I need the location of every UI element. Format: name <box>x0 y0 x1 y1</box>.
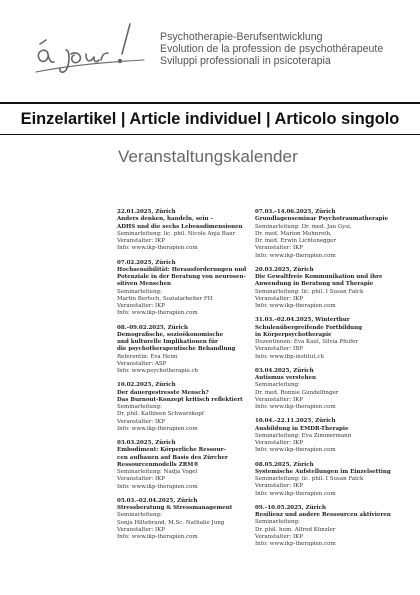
event-title-line: Autismus verstehen <box>255 375 317 381</box>
event-date: 08.05.2025, Zürich <box>255 461 314 468</box>
event-title-line: Potenziale in der Beratung von neurosen- <box>117 274 246 280</box>
event-date: 10.02.2025, Zürich <box>117 382 176 389</box>
event-info-line: Seminarleitung: <box>117 404 162 410</box>
event-info-line: Referentin: Eva Heim <box>117 353 178 360</box>
event-info-line: Info: www.ikp-therapien.com <box>255 541 336 547</box>
a-jour-logo <box>26 16 150 78</box>
event-info-line: Seminarleitung: Nadja Vogel <box>117 469 198 475</box>
event-info-line: Dr. med. Erwin Lichtenegger <box>255 238 337 244</box>
event-date: 05.03.–02.04.2025, Zürich <box>117 497 198 504</box>
event-title-line: Embodiment: Körperliche Ressour- <box>117 447 226 454</box>
event-info-line: Info: www.ikp-therapien.com <box>117 534 198 540</box>
event-date: 22.01.2025, Zürich <box>117 209 176 215</box>
event-info-line: Veranstalter: IKP <box>255 440 303 446</box>
event-info-line: Veranstalter: IKP <box>255 295 303 302</box>
event-info-line: Seminarleitung: Dr. med. Jan Gysi, <box>255 223 352 230</box>
event-title-line: Demografische, sozioökonomische <box>117 331 224 338</box>
event-info-line: Seminarleitung: <box>117 512 162 519</box>
event-title-line: Ausbildung in EMDR-Therapie <box>255 425 349 432</box>
event-date: 09.–10.05.2025, Zürich <box>255 504 326 511</box>
event-info-line: Veranstalter: IBP <box>255 346 303 353</box>
event-date: 10.04.–22.11.2025, Zürich <box>255 418 336 425</box>
event-info-line: Info: www.ikp-therapien.com <box>255 404 336 410</box>
event-info-line: Seminarleitung: lic. phil. I Susan Falck <box>255 288 364 295</box>
event-title-line: Der dauergestresste Mensch? <box>117 389 209 396</box>
event-entry <box>255 368 387 412</box>
event-info-line: Info: www.ikp-therapien.com <box>117 245 198 252</box>
event-title-line: Grundlagenseminar Psychotraumatherapie <box>255 216 389 223</box>
event-info-line: Info: www.ikp-therapien.com <box>255 303 336 309</box>
event-info-line: Seminarleitung: <box>255 519 300 526</box>
event-title-line: Die Gewaltfreie Kommunikation und ihre <box>255 274 383 280</box>
event-entry <box>255 317 387 361</box>
event-title-line: Ressourcenmodells ZRM® <box>117 461 199 468</box>
event-info-line: Info: www.ikp-therapien.com <box>255 252 336 259</box>
event-date: 08.–09.02.2025, Zürich <box>117 324 188 331</box>
event-date: 03.04.2025, Zürich <box>255 367 314 374</box>
event-entry <box>117 498 249 542</box>
event-entry <box>255 209 387 260</box>
event-title-line: Schulenübergreifende Fortbildung <box>255 324 363 331</box>
event-info-line: Veranstalter: IKP <box>117 476 165 483</box>
event-info-line: Veranstalter: IKP <box>117 238 165 244</box>
event-info-line: Veranstalter: IKP <box>117 418 165 425</box>
event-title-line: Anwendung in Beratung und Therapie <box>255 281 374 288</box>
event-info-line: Info: www.ikp-therapien.com <box>117 425 198 432</box>
event-info-line: Info: www.ikp-therapien.com <box>117 310 198 317</box>
event-info-line: Veranstalter: IKP <box>255 396 303 403</box>
event-info-line: Dozentinnen: Eva Kaul, Silvia Pfeifer <box>255 339 359 345</box>
event-title-line: Das Burnout-Konzept kritisch reflektiert <box>117 396 243 403</box>
event-info-line: Seminarleitung: Eva Zimmermann <box>255 432 352 439</box>
event-info-line: Seminarleitung: <box>117 288 162 295</box>
event-date: 20.03.2025, Zürich <box>255 266 314 273</box>
event-info-line: Seminarleitung: lic. phil. Nicole Anja Baur <box>117 230 236 237</box>
event-info-line: Info: www.ibp-institut.ch <box>255 353 324 360</box>
event-info-line: Info: www.ikp-therapien.com <box>117 483 198 490</box>
event-title-line: cen aufbauen auf Basis des Zürcher <box>117 454 228 461</box>
event-entry <box>117 209 249 253</box>
event-info-line: Info: www.ikp-therapien.com <box>255 447 336 454</box>
event-info-line: Veranstalter: IKP <box>117 526 165 533</box>
event-date: 31.03.–02.04.2025, Winterthur <box>255 317 350 324</box>
event-info-line: Veranstalter: IKP <box>255 483 303 490</box>
event-info-line: Veranstalter: ASP <box>117 360 167 367</box>
event-entry <box>117 440 249 491</box>
event-info-line: Dr. phil. hum. Alfred Künzler <box>255 526 336 533</box>
banner-bottom-rule <box>0 134 420 135</box>
event-title-line: und kulturelle Implikationen für <box>117 339 218 345</box>
event-date: 03.03.2025, Zürich <box>117 440 176 446</box>
event-info-line: Dr. phil. Kathleen Schwarzkopf <box>117 411 204 418</box>
event-title-line: Systemische Aufstellungen im Einzelsetting <box>255 468 391 475</box>
event-title-line: Hochsensibilität: Herausforderungen und <box>117 266 247 273</box>
events-column-right <box>255 209 391 555</box>
event-title-line: Stressberatung & Stressmanagement <box>117 505 233 511</box>
event-entry <box>255 461 391 498</box>
event-info-line: Sonja Hiltebrand, M.Sc. Nathalie Jung <box>117 519 225 526</box>
event-info-line: Dr. med. Marion Mohnroth, <box>255 230 332 237</box>
event-title-line: ADHS und die sechs Lebensdimensionen <box>117 223 243 230</box>
event-date: 07.02.2025, Zürich <box>117 259 176 266</box>
event-entry <box>255 418 387 454</box>
event-info-line: Veranstalter: IKP <box>117 303 165 309</box>
header-line-french: Evolution de la profession de psychothérapeute <box>160 43 384 55</box>
event-entry <box>117 382 249 433</box>
event-info-line: Veranstalter: IKP <box>255 533 303 540</box>
event-date: 07.03.–14.06.2025, Zürich <box>255 209 336 215</box>
event-entry <box>255 267 387 311</box>
event-info-line: Seminarleitung: lic. phil. I Susan Falck <box>255 476 364 482</box>
event-title-line: in Körperpsychotherapie <box>255 331 332 338</box>
header-line-italian: Sviluppi professionali in psicoterapia <box>160 55 331 67</box>
event-info-line: Veranstalter: IKP <box>255 245 303 252</box>
event-info-line: Seminarleitung: <box>255 382 300 389</box>
event-info-line: Martin Bertsch, Sozialarbeiter FH <box>117 295 213 302</box>
event-info-line: Dr. med. Ronnie Gundelfinger <box>255 389 339 396</box>
events-column-left <box>117 209 249 548</box>
header-line-german: Psychotherapie-Berufsentwicklung <box>160 31 323 43</box>
event-title-line: Resilienz und andere Ressourcen aktivieren <box>255 512 391 518</box>
event-entry <box>255 504 391 549</box>
event-title-line: die psychotherapeutische Behandlung <box>117 346 236 353</box>
event-entry <box>117 325 249 376</box>
event-info-line: Info: www.ikp-therapien.com <box>255 490 336 497</box>
event-info-line: Info: www.psychotherapie.ch <box>117 368 199 374</box>
article-type-banner: Einzelartikel | Article individuel | Articolo singolo <box>20 110 400 128</box>
page-title: Veranstaltungskalender <box>118 147 298 166</box>
event-title-line: sitiven Menschen <box>117 281 171 288</box>
event-title-line: Anders denken, handeln, sein – <box>117 216 214 223</box>
event-entry <box>117 260 249 318</box>
